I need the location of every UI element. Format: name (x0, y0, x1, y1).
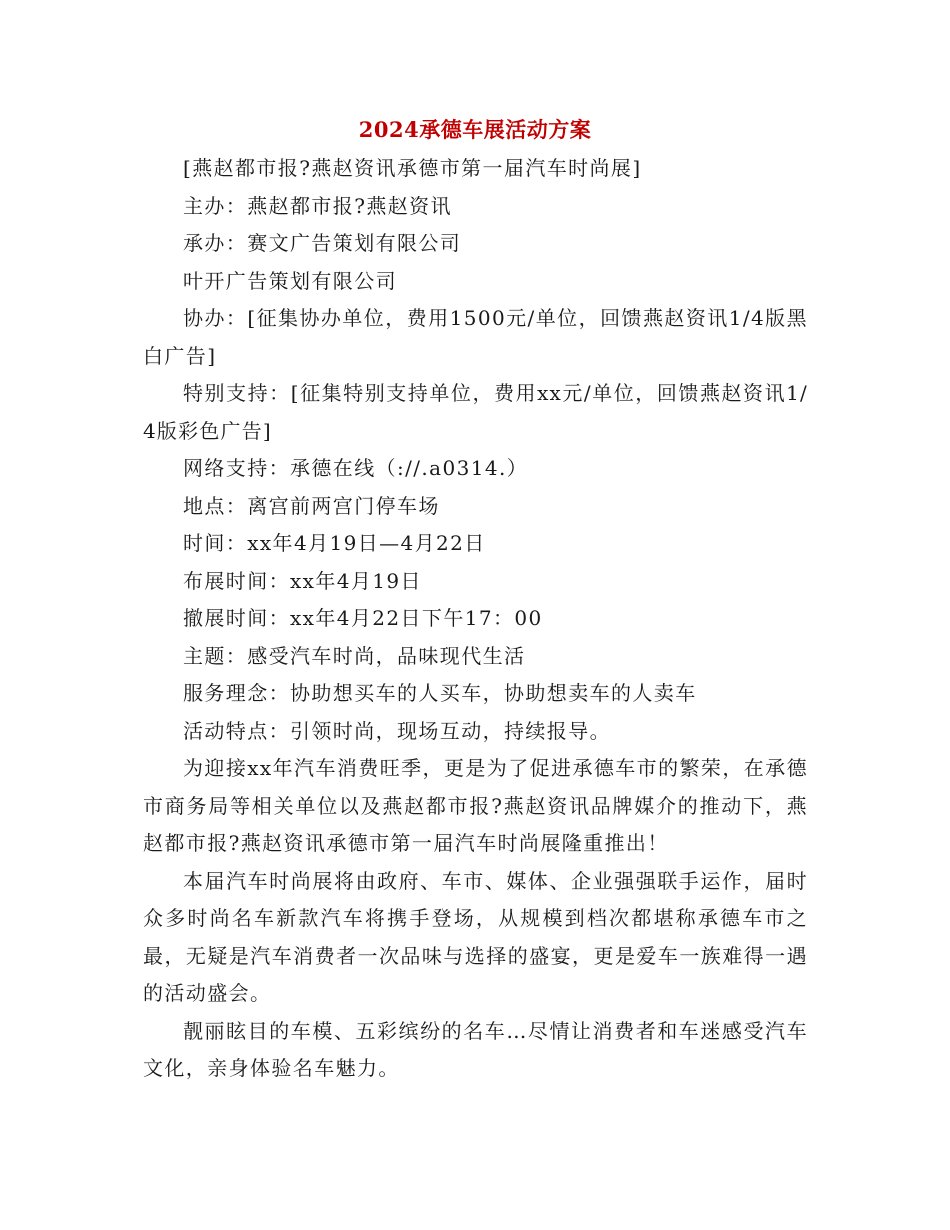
paragraph-features: 活动特点：引领时尚，现场互动，持续报导。 (183, 718, 611, 743)
paragraph-network-support: 网络支持：承德在线（://.a0314.） (183, 456, 529, 480)
paragraph-setup-time: 布展时间：xx年4月19日 (183, 568, 422, 593)
paragraph-teardown-time: 撤展时间：xx年4月22日下午17：00 (183, 606, 543, 630)
paragraph-undertaker: 承办：赛文广告策划有限公司 (183, 231, 462, 255)
paragraph-intro: 为迎接xx年汽车消费旺季，更是为了促进承德车市的繁荣，在承德市商务局等相关单位以及燕赵都市报?燕赵资讯品牌媒介的推动下，燕赵都市报?燕赵资讯承德市第一届汽车时尚展隆重推出！ (143, 756, 808, 855)
paragraph-special-support: 特别支持：[征集特别支持单位，费用xx元/单位，回馈燕赵资讯1/4版彩色广告] (143, 381, 808, 443)
paragraph-exhibition-name: [燕赵都市报?燕赵资讯承德市第一届汽车时尚展] (183, 156, 642, 180)
paragraph-co-organizer: 协办：[征集协办单位，费用1500元/单位，回馈燕赵资讯1/4版黑白广告] (143, 306, 808, 368)
paragraph-time: 时间：xx年4月19日—4月22日 (183, 531, 486, 555)
paragraph-organizer: 主办：燕赵都市报?燕赵资讯 (183, 193, 452, 218)
paragraph-undertaker-2: 叶开广告策划有限公司 (183, 268, 397, 293)
paragraph-theme: 主题：感受汽车时尚，品味现代生活 (183, 643, 526, 668)
paragraph-closing: 靓丽眩目的车模、五彩缤纷的名车…尽情让消费者和车迷感受汽车文化，亲身体验名车魅力。 (143, 1018, 808, 1080)
document-body (143, 150, 808, 1088)
paragraph-description: 本届汽车时尚展将由政府、车市、媒体、企业强强联手运作，届时众多时尚名车新款汽车将携手登场，从规模到档次都堪称承德车市之最，无疑是汽车消费者一次品味与选择的盛宴，更是爱车一族难得一遇的活动盛会。 (143, 868, 808, 1005)
paragraph-service-concept: 服务理念：协助想买车的人买车，协助想卖车的人卖车 (183, 681, 697, 705)
paragraph-location: 地点：离宫前两宫门停车场 (183, 493, 440, 518)
document-title: 2024承德车展活动方案 (358, 117, 592, 142)
